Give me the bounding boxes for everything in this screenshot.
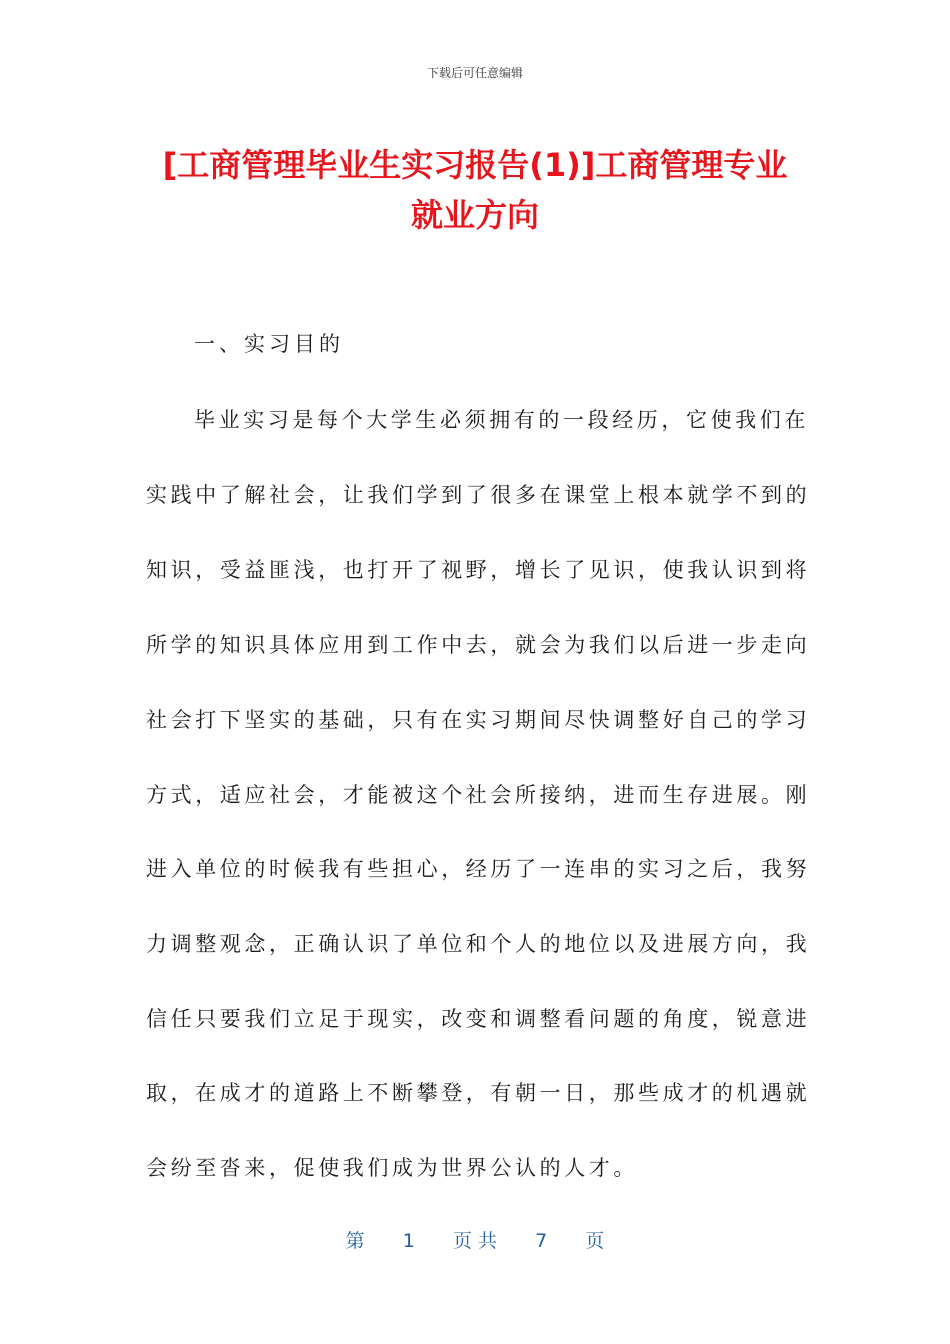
document-title-line-2: 就业方向 (410, 196, 539, 234)
page-middle: 页 共 (452, 1230, 498, 1252)
page-prefix: 第 (345, 1230, 365, 1252)
paragraph-line: 所学的知识具体应用到工作中去，就会为我们以后进一步走向 (146, 633, 811, 657)
paragraph-line: 力调整观念，正确认识了单位和个人的地位以及进展方向，我 (146, 932, 811, 956)
paragraph-line: 信任只要我们立足于现实，改变和调整看问题的角度，锐意进 (146, 1007, 811, 1031)
paragraph-line: 方式，适应社会，才能被这个社会所接纳，进而生存进展。刚 (146, 783, 811, 807)
paragraph-line: 进入单位的时候我有些担心，经历了一连串的实习之后，我努 (146, 857, 811, 881)
paragraph-line: 会纷至沓来，促使我们成为世界公认的人才。 (146, 1156, 638, 1180)
page-footer (0, 1226, 950, 1253)
total-pages: 7 (535, 1230, 548, 1252)
header-note: 下载后可任意编辑 (426, 66, 523, 80)
paragraph-line: 知识，受益匪浅，也打开了视野，增长了见识，使我认识到将 (146, 558, 811, 582)
paragraph-line: 实践中了解社会，让我们学到了很多在课堂上根本就学不到的 (146, 483, 811, 507)
document-title (120, 140, 830, 240)
document-title-line-1: [工商管理毕业生实习报告(1)]工商管理专业 (162, 146, 788, 184)
page-number: 1 (402, 1230, 415, 1252)
paragraph-line: 毕业实习是每个大学生必须拥有的一段经历，它使我们在 (194, 408, 809, 432)
page-suffix: 页 (585, 1230, 605, 1252)
paragraph-line: 取，在成才的道路上不断攀登，有朝一日，那些成才的机遇就 (146, 1081, 811, 1105)
paragraph-line: 社会打下坚实的基础，只有在实习期间尽快调整好自己的学习 (146, 708, 811, 732)
section-heading: 一、实习目的 (194, 332, 344, 356)
